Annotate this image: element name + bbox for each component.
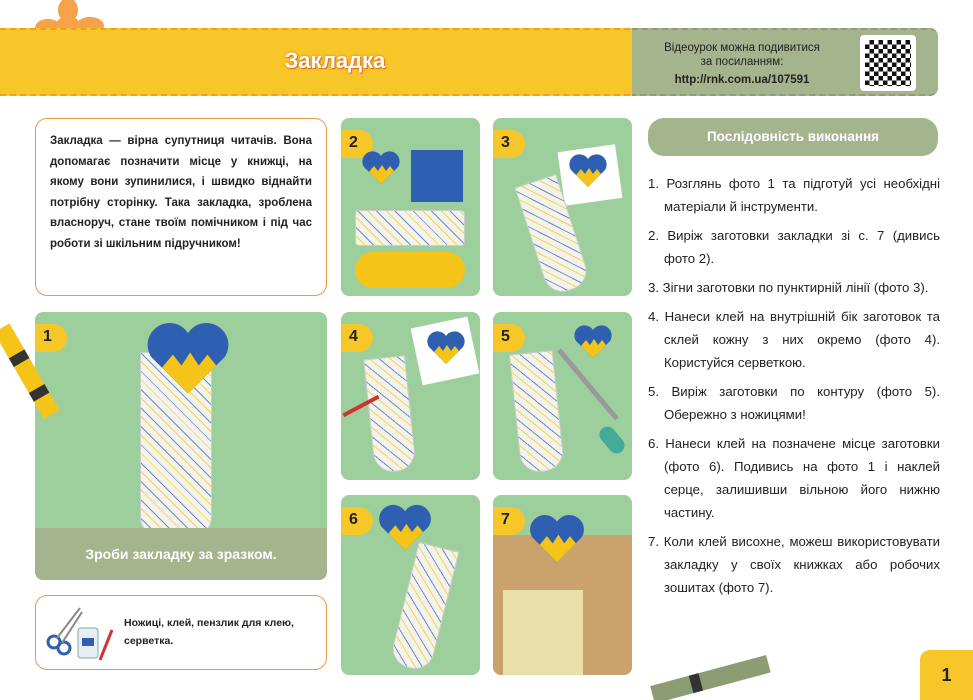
step-item: 2. Виріж заготовки закладки зі с. 7 (дивись фото 2). xyxy=(648,228,940,266)
photo-number: 1 xyxy=(35,324,67,352)
video-text: за посиланням: xyxy=(700,56,784,68)
photo-number: 2 xyxy=(341,130,373,158)
photo-caption: Зроби закладку за зразком. xyxy=(35,528,327,580)
materials-text: Ножиці, клей, пензлик для клею, серветка. xyxy=(124,617,294,647)
intro-text: Закладка — вірна супутниця читачів. Вона допомагає позначити місце у книжці, на якому вони зупинилися, і швидко віднайти потрібну сторінку. Така закладка, зроблена власноруч, стане твоїм помічником і під час роботи зі шкільним підручником! xyxy=(35,118,327,296)
step-item: 6. Нанеси клей на позначене місце заготовки (фото 6). Подивись на фото 1 і наклей серце, залишивши вільною його нижню частину. xyxy=(648,436,940,520)
video-lesson-box xyxy=(632,28,938,96)
step-item: 4. Нанеси клей на внутрішній бік заготовок та склей кожну з них окремо (фото 4). Користуйся серветкою. xyxy=(648,309,940,370)
heart-icon xyxy=(568,153,608,189)
photo-1 xyxy=(35,312,327,580)
photo-6 xyxy=(341,495,480,675)
page-title: Закладка xyxy=(284,48,386,73)
sequence-heading: Послідовність виконання xyxy=(648,118,938,156)
photo-4 xyxy=(341,312,480,480)
scissors-glue-icon xyxy=(42,602,114,662)
heart-icon xyxy=(361,150,401,186)
photo-number: 5 xyxy=(493,324,525,352)
qr-code-icon[interactable] xyxy=(860,35,916,91)
photo-7 xyxy=(493,495,632,675)
step-item: 5. Виріж заготовки по контуру (фото 5). Обережно з ножицями! xyxy=(648,384,940,422)
heart-icon xyxy=(426,330,466,366)
photo-3 xyxy=(493,118,632,296)
photo-number: 3 xyxy=(493,130,525,158)
photo-number: 6 xyxy=(341,507,373,535)
heart-icon xyxy=(527,513,587,565)
photo-2 xyxy=(341,118,480,296)
steps-list xyxy=(648,172,940,605)
crayon-decoration-icon xyxy=(650,655,780,700)
photo-number: 7 xyxy=(493,507,525,535)
video-link[interactable]: http://rnk.com.ua/107591 xyxy=(674,74,810,86)
crayon-decoration-icon xyxy=(0,320,60,430)
step-item: 1. Розглянь фото 1 та підготуй усі необхідні матеріали й інструменти. xyxy=(648,176,940,214)
photo-number: 4 xyxy=(341,324,373,352)
video-text: Відеоурок можна подивитися xyxy=(664,42,820,54)
step-item: 7. Коли клей висохне, можеш використовувати закладку у своїх книжках або робочих зошитах (фото 7). xyxy=(648,534,940,595)
step-item: 3. Зігни заготовки по пунктирній лінії (фото 3). xyxy=(648,280,929,295)
photo-5 xyxy=(493,312,632,480)
page-number: 1 xyxy=(920,650,973,700)
heart-icon xyxy=(573,324,613,360)
materials-box xyxy=(35,595,327,670)
heart-icon xyxy=(143,320,233,398)
